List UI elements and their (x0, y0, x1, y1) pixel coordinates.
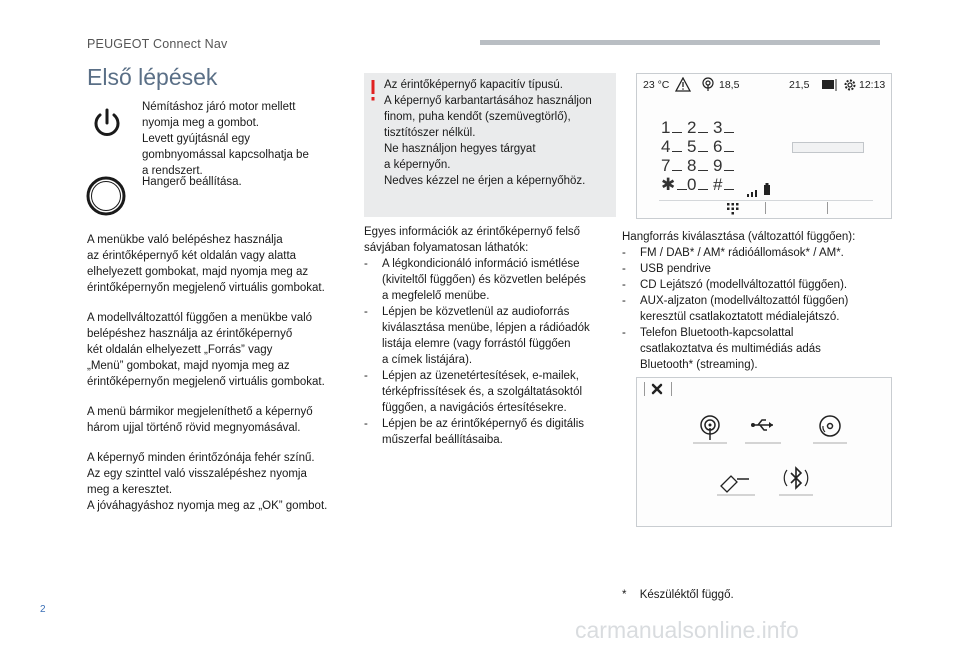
keypad-key[interactable]: 5 (687, 137, 708, 157)
keypad-key[interactable]: 0 (687, 175, 708, 195)
section-header: PEUGEOT Connect Nav (87, 37, 228, 51)
list-item: - Telefon Bluetooth-kapcsolattal csatlakoztatva és multimédiás adás Bluetooth* (streaming). (622, 325, 897, 373)
dialpad-icon[interactable] (727, 202, 739, 214)
warning-text: Az érintőképernyő kapacitív típusú. A képernyő karbantartásához használjon finom, puha kendőt (szemüvegtörlő), tisztítószer nélkül. Ne használjon hegyes tárgyat a képernyőn. Nedves kézzel ne érjen a képernyőhöz. (384, 79, 592, 187)
keypad-key[interactable]: 4 (661, 137, 682, 157)
keypad (659, 118, 749, 194)
list-item: - USB pendrive (622, 261, 897, 277)
middle-body (364, 224, 614, 448)
keypad-key[interactable]: 6 (713, 137, 734, 157)
keypad-key[interactable]: # (713, 175, 734, 195)
screen-tab-divider (827, 202, 828, 214)
keypad-key[interactable]: 1 (661, 118, 682, 138)
temperature-right[interactable]: 21,5 (789, 79, 810, 91)
keypad-key[interactable]: 2 (687, 118, 708, 138)
screen-tab-divider (765, 202, 766, 214)
list-item: - Lépjen az üzenetértesítések, e-mailek, térképfrissítések és, a szolgáltatásoktól függően, a navigációs értesítésekre. (364, 368, 614, 416)
list-item: - AUX-aljzaton (modellváltozattól függően) keresztül csatlakoztatott médialejátszó. (622, 293, 897, 325)
radio-icon[interactable] (701, 77, 715, 92)
paragraph: A képernyő minden érintőzónája fehér színű. Az egy szinttel való visszalépéshez nyomja meg a keresztet. A jóváhagyáshoz nyomja meg az „OK” gombot. (87, 452, 328, 512)
temperature-left[interactable]: 23 °C (643, 79, 670, 91)
warning-triangle-icon[interactable] (675, 77, 691, 92)
list-item: - Lépjen be közvetlenül az audioforrás kiválasztása menübe, lépjen a rádióadók listája elemre (vagy forrástól függően a címek listájára). (364, 304, 614, 368)
paragraph: A menü bármikor megjeleníthető a képernyő három ujjal történő rövid megnyomásával. (87, 406, 313, 434)
watermark: carmanualsonline.info (575, 617, 799, 643)
page-title: Első lépések (87, 64, 218, 90)
settings-gear-icon[interactable] (843, 78, 857, 92)
power-button-text: Némításhoz járó motor mellett nyomja meg a gombot. Levett gyújtásnál egy gombnyomással kapcsolhatja be a rendszert. (142, 101, 309, 177)
keypad-key[interactable]: 7 (661, 156, 682, 176)
right-body (622, 229, 897, 373)
cd-source-icon[interactable] (813, 414, 847, 444)
volume-text: Hangerő beállítása. (142, 176, 242, 188)
list-item: - CD Lejátszó (modellváltozattól függően). (622, 277, 897, 293)
keypad-key[interactable]: 9 (713, 156, 734, 176)
power-icon (87, 103, 127, 143)
message-icon[interactable] (821, 78, 837, 92)
paragraph: A menükbe való belépéshez használja az érintőképernyő két oldalán vagy alatta elhelyezett gombokat, majd nyomja meg az érintőképernyőn megjelenő virtuális gombokat. (87, 234, 325, 294)
signal-bars-icon (747, 184, 761, 194)
footnote-mark: * (622, 589, 627, 601)
topbar-intro: Egyes információk az érintőképernyő felső sávjában folyamatosan láthatók: (364, 226, 581, 254)
header-bar (480, 40, 880, 45)
source-list (622, 245, 897, 373)
keypad-key[interactable]: 3 (713, 118, 734, 138)
warning-icon (370, 80, 376, 102)
screen-tab-divider (671, 382, 672, 396)
list-item: - FM / DAB* / AM* rádióállomások* / AM*. (622, 245, 897, 261)
keypad-key[interactable]: ✱ (661, 175, 687, 195)
list-item: - Lépjen be az érintőképernyő és digitális műszerfal beállításaiba. (364, 416, 614, 448)
footnote (622, 587, 734, 603)
bluetooth-source-icon[interactable] (779, 464, 813, 496)
input-field[interactable] (792, 142, 864, 153)
volume-knob-icon (85, 175, 127, 217)
keypad-key[interactable]: 8 (687, 156, 708, 176)
paragraph: A modellváltozattól függően a menükbe való belépéshez használja az érintőképernyő két oldalán elhelyezett „Forrás” vagy „Menü” gombokat, majd nyomja meg az érintőképernyőn megjelenő virtuális gombokat. (87, 312, 325, 388)
source-screen-illustration (636, 377, 892, 527)
screen-divider (659, 200, 873, 201)
footnote-text: Készüléktől függő. (639, 589, 734, 601)
clock-time: 12:13 (859, 79, 886, 91)
topbar-list (364, 256, 614, 448)
radio-source-icon[interactable] (693, 414, 727, 444)
close-icon[interactable] (650, 382, 664, 396)
touchscreen-illustration (636, 73, 892, 219)
usb-source-icon[interactable] (745, 414, 781, 444)
left-body (87, 232, 352, 528)
screen-tab-divider (644, 382, 645, 396)
battery-icon (764, 182, 770, 194)
radio-frequency[interactable]: 18,5 (719, 79, 740, 91)
list-item: - A légkondicionáló információ ismétlése (kiviteltől függően) és közvetlen belépés a megfelelő menübe. (364, 256, 614, 304)
page-number: 2 (40, 604, 46, 615)
source-intro: Hangforrás kiválasztása (változattól függően): (622, 231, 856, 243)
aux-source-icon[interactable] (717, 468, 755, 496)
warning-note (364, 73, 616, 217)
